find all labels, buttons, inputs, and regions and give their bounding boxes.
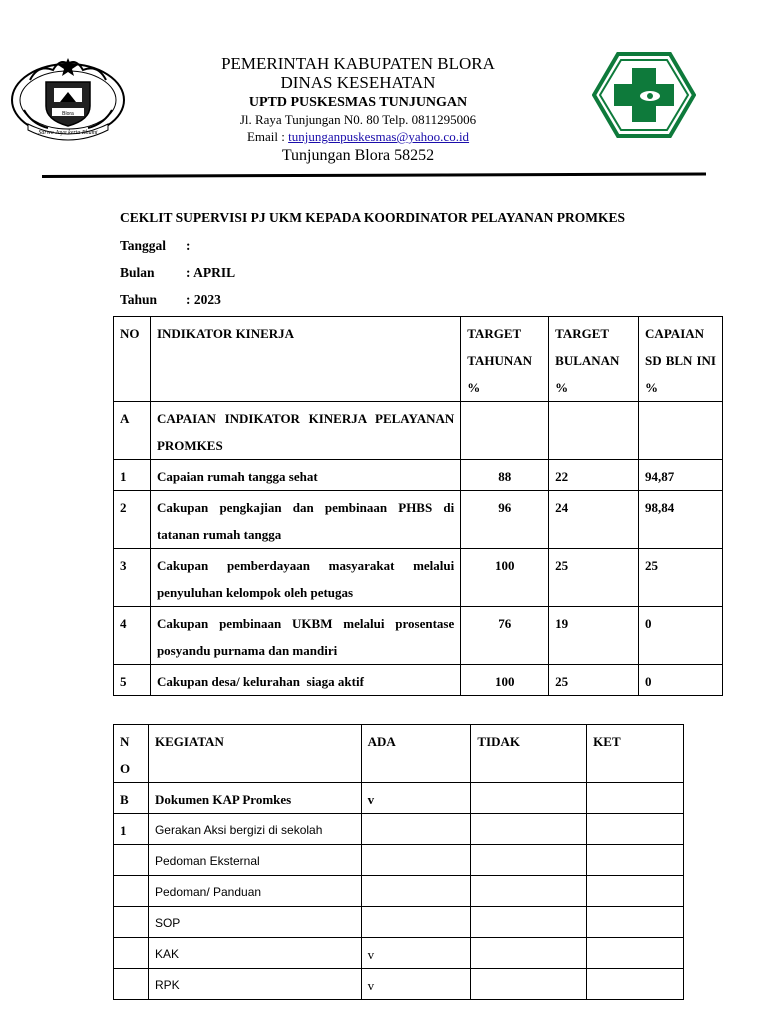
svg-text:Sarwo Jaya kerta Bhumi: Sarwo Jaya kerta Bhumi <box>38 130 98 136</box>
header-indikator: INDIKATOR KINERJA <box>150 317 460 402</box>
row-kegiatan: SOP <box>148 907 361 938</box>
row-no: 1 <box>114 460 151 491</box>
row-ket <box>587 814 684 845</box>
row-ket <box>587 938 684 969</box>
row-capaian: 0 <box>639 665 723 696</box>
row-no: B <box>114 783 149 814</box>
row-capaian: 25 <box>639 549 723 607</box>
row-no <box>114 907 149 938</box>
table-row <box>114 460 723 491</box>
row-tidak <box>471 876 587 907</box>
row-kegiatan: KAK <box>148 938 361 969</box>
row-capaian: 94,87 <box>639 460 723 491</box>
row-ada <box>361 876 471 907</box>
header-ket: KET <box>587 725 684 783</box>
table-row <box>114 607 723 665</box>
row-ada: v <box>361 969 471 1000</box>
blora-crest-logo <box>8 54 128 142</box>
table-row <box>114 876 684 907</box>
header-capaian: CAPAIAN SD BLN INI % <box>639 317 723 402</box>
row-tidak <box>471 845 587 876</box>
header-target-tahunan: TARGET TAHUNAN % <box>461 317 549 402</box>
header-ada: ADA <box>361 725 471 783</box>
row-ada <box>361 907 471 938</box>
row-tidak <box>471 814 587 845</box>
row-kegiatan: Pedoman/ Panduan <box>148 876 361 907</box>
table-row <box>114 665 723 696</box>
table-row <box>114 969 684 1000</box>
table-row <box>114 938 684 969</box>
header-no <box>114 725 149 783</box>
row-ada: v <box>361 938 471 969</box>
header-line-government: PEMERINTAH KABUPATEN BLORA <box>221 54 495 73</box>
header-email-line <box>140 128 576 145</box>
puskesmas-logo <box>592 52 696 138</box>
row-tidak <box>471 969 587 1000</box>
header-city: Tunjungan Blora 58252 <box>281 147 435 164</box>
row-no: 3 <box>114 549 151 607</box>
row-target-tahunan: 76 <box>461 607 549 665</box>
header-no: NO <box>114 317 151 402</box>
row-no <box>114 938 149 969</box>
row-kegiatan: Gerakan Aksi bergizi di sekolah <box>148 814 361 845</box>
row-indikator: Cakupan desa/ kelurahan siaga aktif <box>150 665 460 696</box>
header-address: Jl. Raya Tunjungan N0. 80 Telp. 0811295006 <box>239 112 477 127</box>
tahun-value: : 2023 <box>186 292 221 307</box>
document-title: CEKLIT SUPERVISI PJ UKM KEPADA KOORDINATOR PELAYANAN PROMKES <box>120 210 625 225</box>
row-target-tahunan: 100 <box>461 549 549 607</box>
row-no: 4 <box>114 607 151 665</box>
table-row <box>114 549 723 607</box>
row-indikator: Capaian rumah tangga sehat <box>150 460 460 491</box>
row-target-bulanan: 25 <box>549 549 639 607</box>
tahun-label: Tahun <box>120 292 158 307</box>
row-tidak <box>471 938 587 969</box>
row-ket <box>587 907 684 938</box>
row-target-bulanan: 19 <box>549 607 639 665</box>
bulan-value: : APRIL <box>186 265 236 280</box>
kegiatan-checklist-table <box>113 724 684 1000</box>
section-no: A <box>114 402 151 460</box>
table-row <box>114 814 684 845</box>
svg-text:Blora: Blora <box>62 111 74 117</box>
row-indikator: Cakupan pembinaan UKBM melalui prosentase posyandu purnama dan mandiri <box>150 607 460 665</box>
row-ket <box>587 876 684 907</box>
row-capaian: 98,84 <box>639 491 723 549</box>
row-no <box>114 845 149 876</box>
row-indikator: Cakupan pemberdayaan masyarakat melalui penyuluhan kelompok oleh petugas <box>150 549 460 607</box>
section-label: CAPAIAN INDIKATOR KINERJA PELAYANAN PROMKES <box>150 402 460 460</box>
table-row <box>114 907 684 938</box>
indikator-kinerja-table <box>113 316 723 696</box>
row-no <box>114 876 149 907</box>
header-line-puskesmas: UPTD PUSKESMAS TUNJUNGAN <box>248 95 468 110</box>
row-target-tahunan: 96 <box>461 491 549 549</box>
table-header-row <box>114 317 723 402</box>
row-no <box>114 969 149 1000</box>
row-kegiatan: Dokumen KAP Promkes <box>148 783 361 814</box>
row-target-tahunan: 100 <box>461 665 549 696</box>
row-kegiatan: RPK <box>148 969 361 1000</box>
row-kegiatan: Pedoman Eksternal <box>148 845 361 876</box>
header-line-department: DINAS KESEHATAN <box>280 73 436 92</box>
table-row <box>114 845 684 876</box>
row-capaian: 0 <box>639 607 723 665</box>
email-label: Email : <box>246 129 289 144</box>
row-indikator: Cakupan pengkajian dan pembinaan PHBS di tatanan rumah tangga <box>150 491 460 549</box>
row-target-bulanan: 22 <box>549 460 639 491</box>
tanggal-value: : <box>186 238 191 253</box>
row-ada <box>361 845 471 876</box>
table-row <box>114 491 723 549</box>
row-ket <box>587 783 684 814</box>
row-ada: v <box>361 783 471 814</box>
row-ada <box>361 814 471 845</box>
header-divider <box>42 172 706 178</box>
table-row <box>114 783 684 814</box>
section-row <box>114 402 723 460</box>
table-header-row <box>114 725 684 783</box>
header-no-label: N O <box>120 734 131 776</box>
row-ket <box>587 845 684 876</box>
bulan-label: Bulan <box>120 265 155 280</box>
row-no: 5 <box>114 665 151 696</box>
header-kegiatan: KEGIATAN <box>148 725 361 783</box>
header-target-bulanan: TARGET BULANAN % <box>549 317 639 402</box>
row-ket <box>587 969 684 1000</box>
email-link[interactable]: tunjunganpuskesmas@yahoo.co.id <box>288 129 470 144</box>
tanggal-label: Tanggal <box>120 238 167 253</box>
row-no: 2 <box>114 491 151 549</box>
row-target-bulanan: 24 <box>549 491 639 549</box>
row-no: 1 <box>114 814 149 845</box>
row-target-tahunan: 88 <box>461 460 549 491</box>
row-target-bulanan: 25 <box>549 665 639 696</box>
row-tidak <box>471 783 587 814</box>
row-tidak <box>471 907 587 938</box>
header-tidak: TIDAK <box>471 725 587 783</box>
